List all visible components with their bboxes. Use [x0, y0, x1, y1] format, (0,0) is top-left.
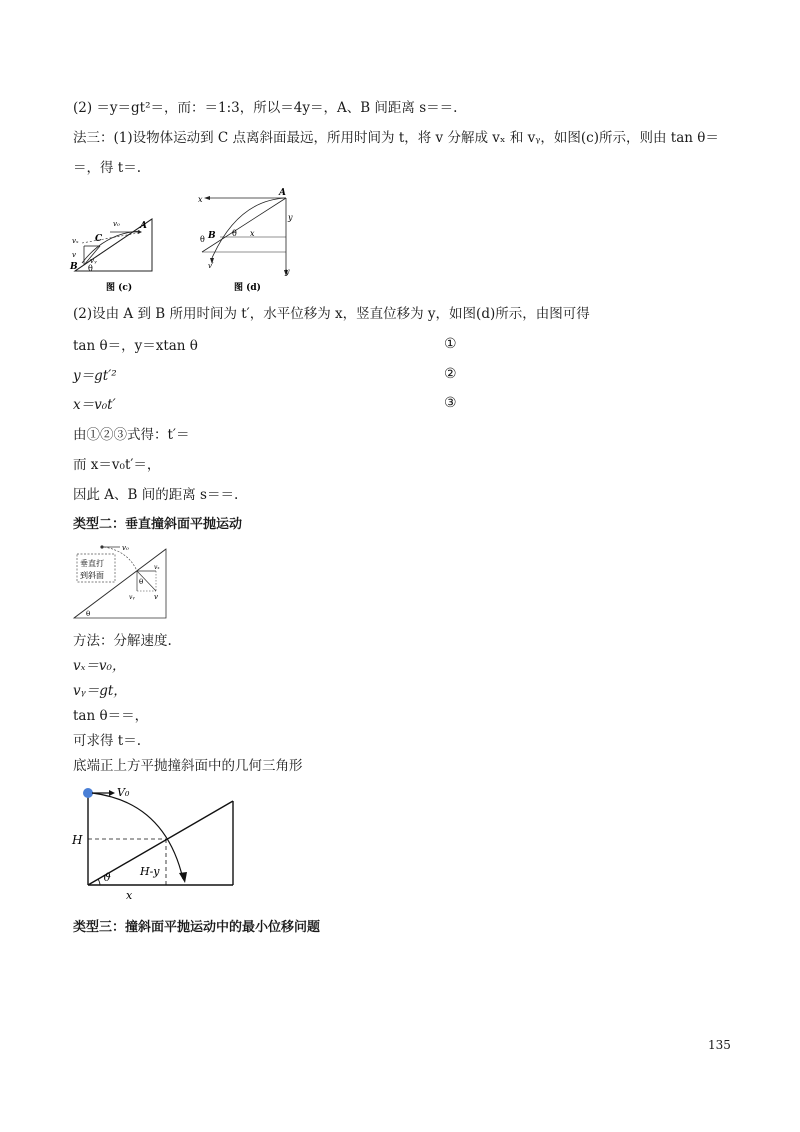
fig-d-theta2: θ: [232, 229, 237, 238]
perp-theta1: θ: [139, 578, 144, 586]
figure-c: [70, 213, 170, 293]
solve-t-text: 可求得 t＝.: [73, 733, 142, 749]
fig-c-A: A: [140, 221, 147, 231]
fig-c-vx: vₓ: [72, 237, 79, 245]
fig-c-B: B: [70, 262, 78, 272]
fig-d-A: A: [279, 188, 286, 198]
fig-c-theta: θ: [88, 264, 93, 273]
fig-d-y-axis: y: [285, 267, 290, 276]
method-three-line: 法三：(1)设物体运动到 C 点离斜面最远，所用时间为 t，将 v 分解成 vₓ 和 vᵧ，如图(c)所示，则由 tan θ＝: [73, 130, 719, 146]
result-x: 而 x＝v₀t′＝，: [73, 457, 161, 473]
result-s: 因此 A、B 间的距离 s＝＝.: [73, 487, 239, 503]
perp-v0: v₀: [122, 544, 129, 552]
equation-1: tan θ＝，y＝xtan θ: [73, 338, 198, 354]
fig-d-x-mid: x: [250, 229, 255, 238]
page-number: 135: [708, 1038, 731, 1052]
result-t: 由①②③式得：t′＝: [73, 427, 190, 443]
vx-equation: vₓ＝v₀，: [73, 658, 126, 674]
marker-1: ①: [444, 336, 457, 352]
method-three-result: ＝，得 t＝.: [73, 160, 142, 176]
fig-d-vprime: v′: [208, 262, 214, 270]
perp-box-line2: 到斜面: [80, 571, 104, 580]
fig-c-caption: 图 (c): [106, 283, 133, 293]
figure-perpendicular-hit: [72, 541, 168, 621]
fig-c-vy: vᵧ: [90, 257, 97, 265]
fig-c-v0: v₀: [113, 220, 120, 228]
equation-3: x＝v₀t′: [73, 397, 116, 413]
section-heading-type-two: 类型二：垂直撞斜面平抛运动: [73, 517, 243, 532]
part-two-intro: (2)设由 A 到 B 所用时间为 t′，水平位移为 x，竖直位移为 y，如图(d)所示，由图可得: [73, 306, 590, 322]
fig-d-caption: 图 (d): [234, 283, 261, 293]
perp-vy: vᵧ: [129, 594, 135, 601]
figure-triangle: [70, 782, 240, 902]
perp-v: v: [154, 593, 158, 601]
tri-x: x: [126, 889, 133, 902]
perp-theta2: θ: [86, 610, 91, 618]
fig-c-C: C: [95, 234, 103, 244]
fig-d-B: B: [208, 231, 216, 241]
solution-line-1: (2) ＝y＝gt²＝，而：＝1:3，所以＝4y＝，A、B 间距离 s＝＝.: [73, 100, 458, 116]
vy-equation: vᵧ＝gt，: [73, 683, 127, 699]
tri-Hy: H-y: [140, 865, 160, 878]
triangle-intro: 底端正上方平抛撞斜面中的几何三角形: [73, 758, 303, 774]
marker-3: ③: [444, 395, 457, 411]
tri-v0: V₀: [117, 786, 130, 799]
figure-d: [198, 186, 308, 294]
section-heading-type-three: 类型三：撞斜面平抛运动中的最小位移问题: [73, 920, 321, 935]
fig-d-theta1: θ: [200, 235, 205, 244]
equation-2: y＝gt′²: [73, 368, 117, 384]
fig-d-x-axis: x: [198, 195, 203, 204]
tri-theta: ϑ: [103, 871, 111, 884]
method-text: 方法：分解速度.: [73, 633, 172, 649]
tan-equation: tan θ＝＝，: [73, 708, 149, 724]
fig-c-v: v: [72, 251, 76, 259]
perp-box-line1: 垂直打: [80, 559, 104, 568]
marker-2: ②: [444, 366, 457, 382]
fig-d-y-side: y: [288, 213, 293, 222]
perp-vx: vₓ: [154, 564, 160, 571]
tri-H: H: [72, 833, 83, 847]
